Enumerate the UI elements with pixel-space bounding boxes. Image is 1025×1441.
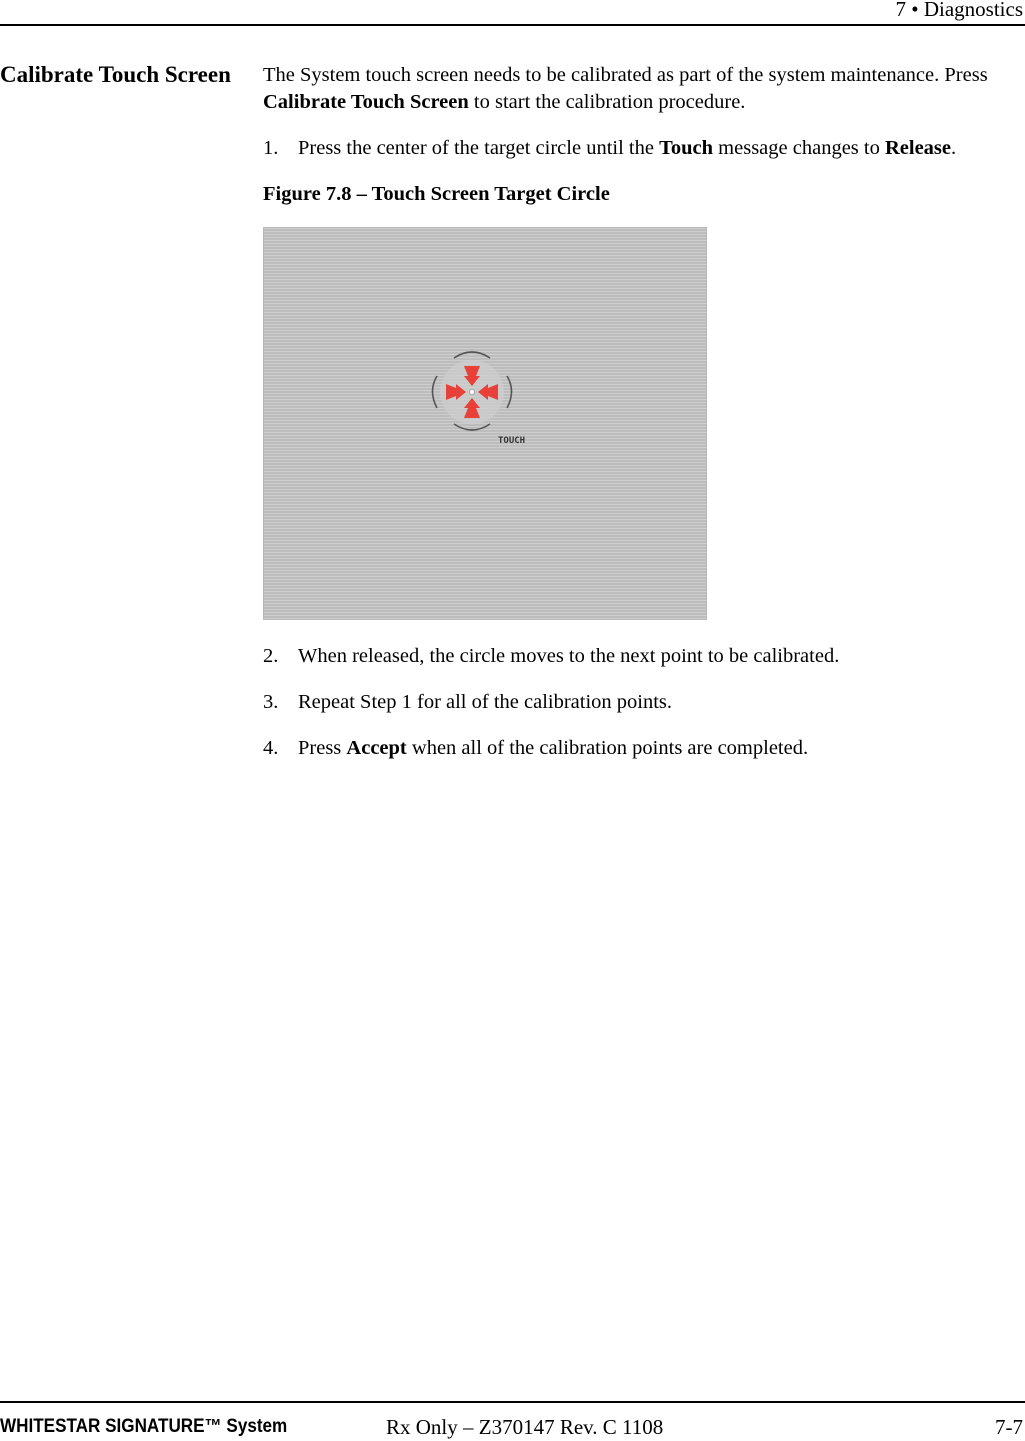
intro-text-2: to start the calibration procedure. xyxy=(468,91,746,113)
section-title: Calibrate Touch Screen xyxy=(0,62,231,87)
calibrate-touch-screen-term: Calibrate Touch Screen xyxy=(263,91,469,113)
touch-message: TOUCH xyxy=(498,436,526,446)
step-1 xyxy=(263,135,1025,162)
step-4 xyxy=(263,735,1025,762)
target-ring-bottom-arc xyxy=(454,424,490,430)
step-text: when all of the calibration points are completed. xyxy=(406,737,809,759)
main-content xyxy=(263,62,1025,781)
target-ring-right-arc xyxy=(507,376,512,408)
step-text: When released, the circle moves to the next point to be calibrated. xyxy=(298,645,840,667)
footer-product-name: WHITESTAR SIGNATURE™ System xyxy=(0,1416,288,1437)
touch-target-figure xyxy=(263,227,707,620)
footer-rule xyxy=(0,1401,1025,1403)
figure-caption: Figure 7.8 – Touch Screen Target Circle xyxy=(263,183,610,205)
step-text: . xyxy=(951,137,957,159)
intro-text-1: The System touch screen needs to be calibrated as part of the system maintenance. Press xyxy=(263,64,988,86)
step-3 xyxy=(263,689,1025,716)
step-text: Press the center of the target circle until the xyxy=(298,137,660,159)
step-number: 2. xyxy=(263,645,279,667)
page-number: 7-7 xyxy=(995,1415,1023,1439)
accept-term: Accept xyxy=(346,737,407,759)
step-text: Repeat Step 1 for all of the calibration points. xyxy=(298,691,673,713)
target-ring-top-arc xyxy=(454,352,490,358)
step-text: Press xyxy=(298,737,347,759)
step-text: message changes to xyxy=(713,137,885,159)
step-2 xyxy=(263,643,1025,670)
step-number: 4. xyxy=(263,737,279,759)
target-ring-left-arc xyxy=(433,376,438,408)
running-header: 7 • Diagnostics xyxy=(895,0,1023,21)
release-term: Release xyxy=(884,137,951,159)
touch-term: Touch xyxy=(659,137,714,159)
footer-document-id: Rx Only – Z370147 Rev. C 1108 xyxy=(386,1415,664,1439)
intro-paragraph xyxy=(263,62,1025,116)
target-center-dot xyxy=(470,390,475,395)
step-number: 3. xyxy=(263,691,279,713)
header-rule xyxy=(0,24,1025,26)
step-number: 1. xyxy=(263,137,279,159)
calibration-screen-image xyxy=(264,228,708,621)
